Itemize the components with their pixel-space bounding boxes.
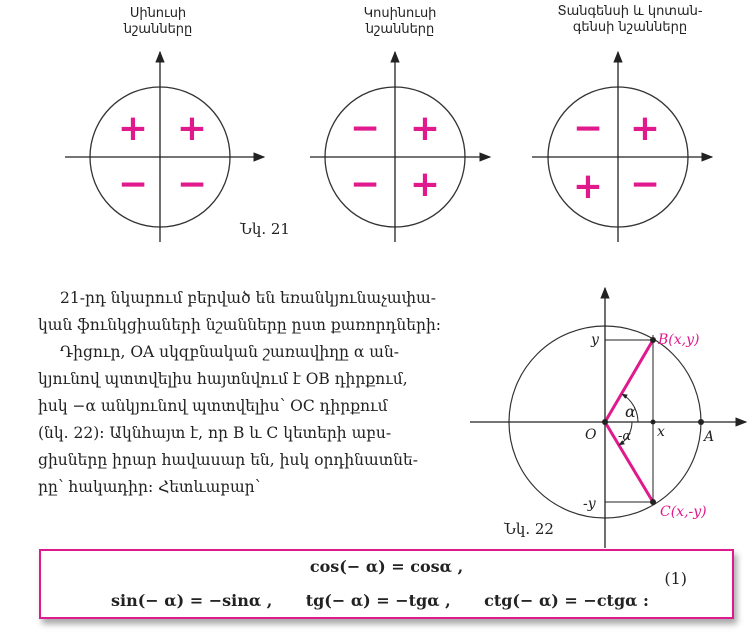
paragraph-line: կան ֆունկցիաների նշանները ըստ քառորդների: [38,316,442,334]
figure-22 [470,280,751,550]
paragraph-line: ցիսները իրար հավասար են, իսկ օրդինատնե- [38,451,418,469]
body-paragraph [38,285,468,501]
sign-q3: − [349,164,381,205]
sign-q4: − [629,164,661,205]
sign-q2: − [349,108,381,149]
figure-21-label: Նկ. 21 [240,220,290,238]
sign-q1: + [409,108,441,149]
paragraph-line: (նկ. 22): Ակնհայտ է, որ B և C կետերի աբս- [38,424,392,442]
sign-q1: + [176,108,208,149]
point-O-label: O [585,427,597,443]
caption-line: նշանները [123,22,193,37]
paragraph-line: կյունով պտտվելիս հայտնվում է OB դիրքում, [38,370,408,388]
paragraph-line: իսկ −α անկյունով պտտվելիս՝ OC դիրքում [38,397,388,415]
sign-q4: + [409,164,441,205]
caption-line: Տանգենսի և կոտան- [557,4,703,19]
paragraph-line: րը՝ հակադիր: Հետևաբար՝ [38,478,261,496]
formula-number: (1) [664,569,687,588]
label-y: y [591,332,599,348]
caption-line: գենսի նշանները [572,20,688,35]
point-C-label: C(x,-y) [660,504,707,520]
paragraph-line: Դիցուր, OA սկզբնական շառավիղը α ան- [60,343,400,361]
label-neg-y: -y [583,496,596,512]
tangent-circle [532,52,712,242]
sign-q3: − [117,164,149,205]
point-B-label: B(x,y) [658,332,700,348]
sign-q4: − [176,164,208,205]
caption-line: նշանները [365,22,435,37]
sine-circle [65,52,264,242]
caption-line: Սինուսի [129,6,187,21]
sign-q1: + [629,108,661,149]
label-x: x [657,424,665,440]
sign-q3: + [572,166,604,207]
figure-22-label: Նկ. 22 [504,520,554,538]
sign-circles [0,0,751,260]
sign-q2: − [572,108,604,149]
formula-sin-tg-ctg: sin(− α) = −sinα , tg(− α) = −tgα , ctg(− α) = −ctgα : [111,591,649,610]
formula-box [39,549,734,619]
cosine-circle [310,52,490,242]
angle-alpha: α [625,402,636,421]
paragraph-line: 21-րդ նկարում բերված են եռանկյունաչափա- [60,289,436,307]
angle-neg-alpha: -α [618,429,632,444]
point-A-label: A [704,429,715,445]
sign-q2: + [117,108,149,149]
caption-line: Կոսինուսի [363,6,437,21]
formula-cos: cos(− α) = cosα , [309,557,464,576]
